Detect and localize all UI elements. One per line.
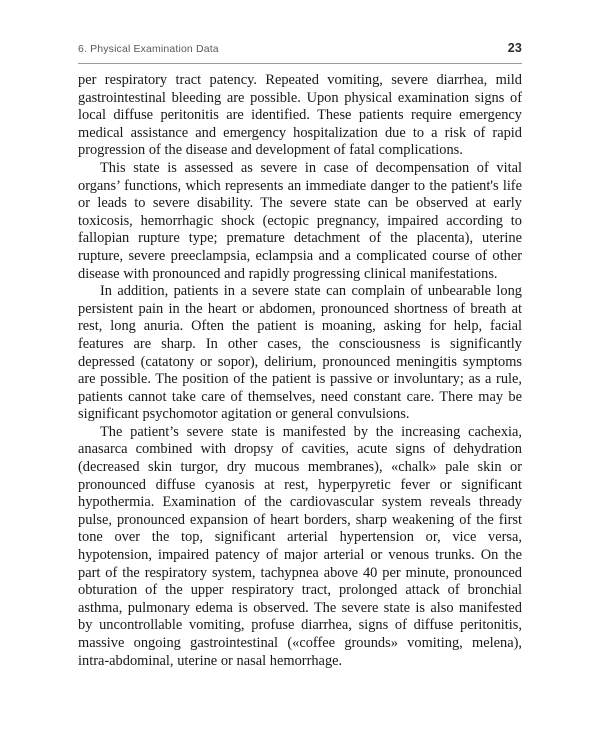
paragraph: This state is assessed as severe in case of decompensation of vital organs’ functions, which represents an immediate danger to the patient's life or leads to severe disability. The severe state can be observed at early toxicosis, hemorrhagic shock (ectopic pregnancy, impaired according to fallopian rupture type; premature detachment of the placenta), uterine rupture, severe preeclampsia, eclampsia and a complicated course of other disease with pronounced and rapidly progressing clinical manifestations. [78,159,522,282]
header-divider [78,63,522,64]
paragraph: The patient’s severe state is manifested by the increasing cachexia, anasarca combined with dropsy of cavities, acute signs of dehydration (decreased skin turgor, dry mucous membranes), «chalk» pale skin or pronounced diffuse cyanosis at rest, hyperpyretic fever or significant hypothermia. Examination of the cardiovascular system reveals thready pulse, pronounced expansion of heart borders, sharp weakening of the first tone over the top, significant arterial hypertension or, vice versa, hypotension, impaired patency of major arterial or venous trunks. On the part of the respiratory system, tachypnea above 40 per minute, pronounced obturation of the upper respiratory tract, prolonged attack of bronchial asthma, pulmonary edema is observed. The severe state is also manifested by uncontrollable vomiting, profuse diarrhea, signs of diffuse peritonitis, massive ongoing gastrointestinal («coffee grounds» vomiting, melena), intra-abdominal, uterine or nasal hemorrhage. [78,423,522,669]
chapter-title: 6. Physical Examination Data [78,43,219,55]
paragraph: In addition, patients in a severe state can complain of unbearable long persistent pain in the heart or abdomen, pronounced shortness of breath at rest, long anuria. Often the patient is moaning, asking for help, facial features are sharp. In other cases, the consciousness is significantly depressed (catatony or sopor), delirium, pronounced meningitis symptoms are possible. The position of the patient is passive or involuntary; as a rule, patients cannot take care of themselves, need constant care. There may be significant psychomotor agitation or general convulsions. [78,283,522,423]
page-number: 23 [507,41,522,55]
running-header [78,41,522,55]
body-text-column [78,72,522,670]
paragraph: per respiratory tract patency. Repeated vomiting, severe diarrhea, mild gastrointestinal bleeding are possible. Upon physical examination signs of local diffuse peritonitis are identified. These patients require emergency medical assistance and emergency hospitalization due to a risk of rapid progression of the disease and development of fatal complications. [78,72,522,159]
